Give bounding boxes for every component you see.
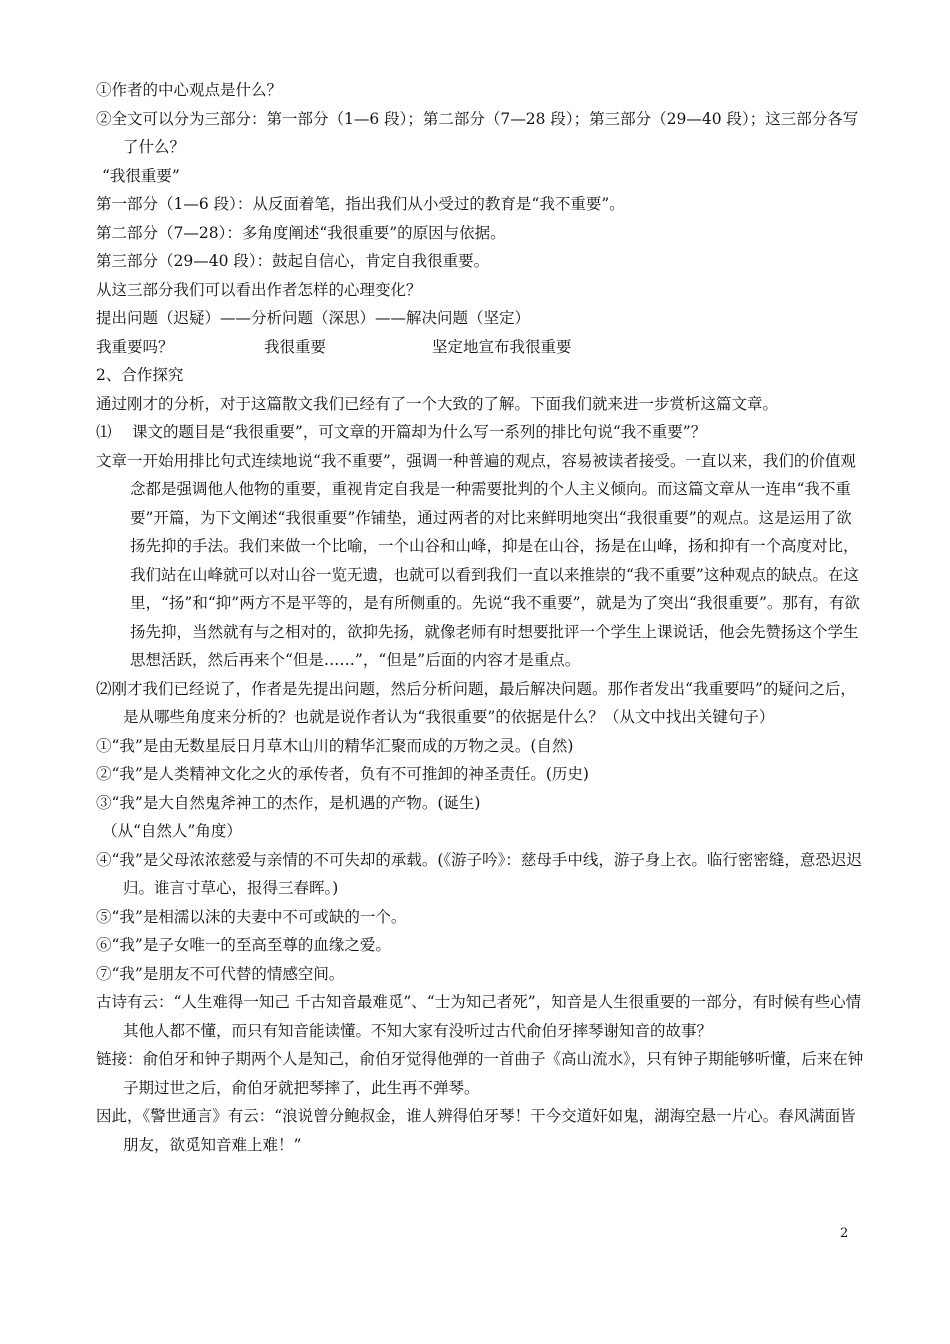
link-paragraph: 链接：俞伯牙和钟子期两个人是知己，俞伯牙觉得他弹的一首曲子《高山流水》，只有钟子期能够听懂，后来在钟子期过世之后，俞伯牙就把琴摔了，此生再不弹琴。 <box>96 1050 864 1097</box>
reason-2: ②“我”是人类精神文化之火的承传者，负有不可推卸的神圣责任。(历史) <box>96 765 589 783</box>
page-number: 2 <box>840 1226 849 1241</box>
part-three: 第三部分（29—40 段）：鼓起自信心，肯定自我很重要。 <box>96 252 490 270</box>
poem-paragraph: 古诗有云：“人生难得一知己 千古知音最难觅”、“士为知己者死”，知音是人生很重要的一部分，有时候有些心情其他人都不懂，而只有知音能读懂。不知大家有没听过古代俞伯牙摔琴谢知音的故事？ <box>96 993 862 1040</box>
reason-4: ④“我”是父母浓浓慈爱与亲情的不可失却的承载。(《游子吟》：慈母手中线，游子身上衣。临行密密缝，意恐迟迟归。谁言寸草心，报得三春晖。) <box>96 850 862 897</box>
natural-person-note: （从“自然人”角度） <box>102 822 242 840</box>
reason-5: ⑤“我”是相濡以沫的夫妻中不可或缺的一个。 <box>96 907 407 926</box>
question-1-text: 课文的题目是“我很重要”，可文章的开篇却为什么写一系列的排比句说“我不重要”？ <box>132 423 707 441</box>
document-body <box>96 76 866 1159</box>
part-two: 第二部分（7—28）：多角度阐述“我很重要”的原因与依据。 <box>96 223 506 242</box>
question-1-number: ⑴ <box>96 423 112 441</box>
conclusion-paragraph: 因此，《警世通言》有云：“浪说曾分鲍叔金，谁人辨得伯牙琴！干今交道奸如鬼，湖海空悬一片心。春风满面皆朋友，欲觅知音难上难！” <box>96 1107 856 1154</box>
mental-change-steps: 提出问题（迟疑）——分析问题（深思）——解决问题（坚定） <box>96 309 531 327</box>
intro-paragraph: 通过刚才的分析，对于这篇散文我们已经有了一个大致的了解。下面我们就来进一步赏析这篇文章。 <box>96 394 779 413</box>
step-firm: 坚定地宣布我很重要 <box>432 337 572 356</box>
question-2: ⑵刚才我们已经说了，作者是先提出问题，然后分析问题，最后解决问题。那作者发出“我重要吗”的疑问之后，是从哪些角度来分析的？也就是说作者认为“我很重要”的依据是什么？（从文中找出关键句子） <box>96 679 856 726</box>
reason-3: ③“我”是大自然鬼斧神工的杰作，是机遇的产物。(诞生) <box>96 793 481 812</box>
reason-7: ⑦“我”是朋友不可代替的情感空间。 <box>96 964 345 983</box>
question-three-parts: ②全文可以分为三部分：第一部分（1—6 段）；第二部分（7—28 段）；第三部分（29—40 段）；这三部分各写了什么？ <box>96 109 859 156</box>
reason-6: ⑥“我”是子女唯一的至高至尊的血缘之爱。 <box>96 936 391 954</box>
question-mental-change: 从这三部分我们可以看出作者怎样的心理变化？ <box>96 280 422 299</box>
answer-1-paragraph: 文章一开始用排比句式连续地说“我不重要”，强调一种普遍的观点，容易被读者接受。一直以来，我们的价值观念都是强调他人他物的重要，重视肯定自我是一种需要批判的个人主义倾向。而这篇文章从一连串“我不重要”开篇，为下文阐述“我很重要”作铺垫，通过两者的对比来鲜明地突出“我很重要”的观点。这是运用了欲扬先抑的手法。我们来做一个比喻，一个山谷和山峰，抑是在山谷，扬是在山峰，扬和抑有一个高度对比，我们站在山峰就可以对山谷一览无遗，也就可以看到我们一直以来推崇的“我不重要”这种观点的缺点。在这里，“扬”和“抑”两方不是平等的，是有所侧重的。先说“我不重要”，就是为了突出“我很重要”。那有，有欲扬先抑，当然就有与之相对的，欲抑先扬，就像老师有时想要批评一个学生上课说话，他会先赞扬这个学生思想活跃，然后再来个“但是……”，“但是”后面的内容才是重点。 <box>96 451 860 669</box>
step-doubt: 我重要吗？ <box>96 337 174 356</box>
part-one: 第一部分（1—6 段）：从反面着笔，指出我们从小受过的教育是“我不重要”。 <box>96 195 625 213</box>
reason-1: ①“我”是由无数星辰日月草木山川的精华汇聚而成的万物之灵。(自然) <box>96 736 574 755</box>
question-1 <box>96 418 866 447</box>
answer-central-view: “我很重要” <box>102 166 180 185</box>
step-think: 我很重要 <box>264 337 327 356</box>
mental-change-row <box>96 333 866 362</box>
section-heading-cooperative: 2、合作探究 <box>96 366 184 384</box>
question-central-view: ①作者的中心观点是什么？ <box>96 81 283 99</box>
